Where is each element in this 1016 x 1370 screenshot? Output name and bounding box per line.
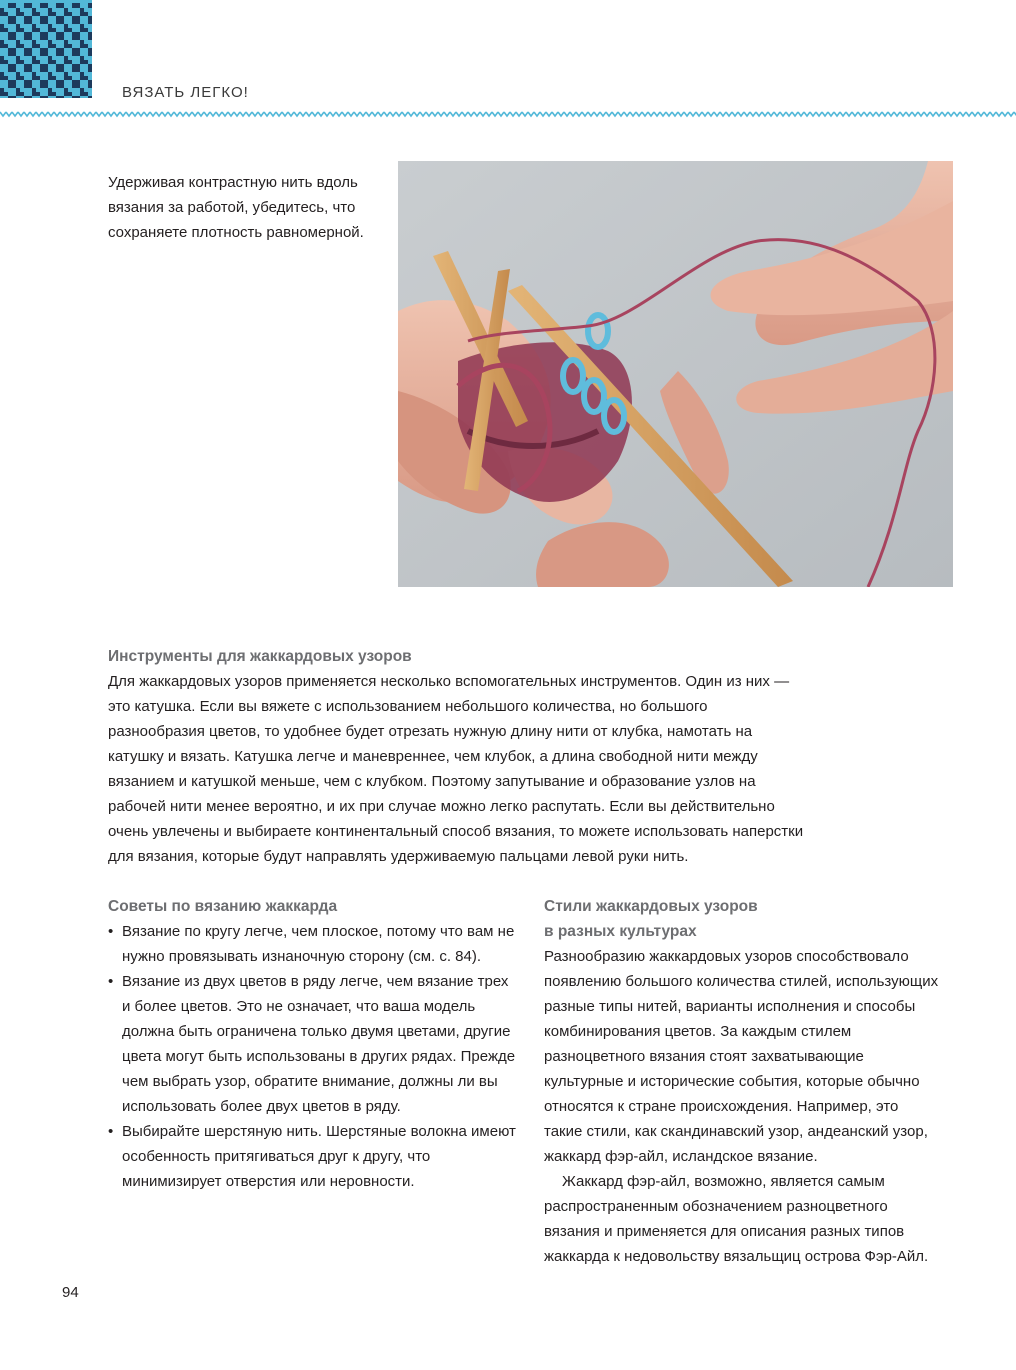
tips-heading: Советы по вязанию жаккарда [108,898,338,915]
tools-body: Для жаккардовых узоров применяется несколько вспомогательных инструментов. Один из них — это катушка. Если вы вяжете с использованием небольшого количества, но большого разнообразия цветов, то удобнее будет отрезать нужную длину нити от клубка, намотать на катушку и вязать. Катушка легче и маневреннее, чем клубок, а длина свободной нити между вязанием и катушкой меньше, чем с клубком. Поэтому запутывание и образование узлов на рабочей нити менее вероятно, и их при случае можно легко распутать. Если вы действительно очень увлечены и выбираете континентальный способ вязания, то можете использовать наперстки для вязания, которые будут направлять удерживаемую пальцами левой руки нить. [108,673,804,865]
tools-section [108,644,808,869]
tip-item: • Вязание по кругу легче, чем плоское, потому что вам не нужно провязывать изнаночную сторону (см. с. 84). [108,919,518,969]
knitting-hands-photo [398,161,953,587]
styles-paragraph-1: Разнообразию жаккардовых узоров способствовало появлению большого количества стилей, использующих разные типы нитей, варианты исполнения и способы комбинирования цветов. За каждым стилем разноцветного вязания стоят захватывающие культурные и исторические события, которые обычно относятся к стране происхождения. Например, это такие стили, как скандинавский узор, андеанский узор, жаккард фэр-айл, исландское вязание. [544,948,939,1165]
knitted-swatch-image [0,0,92,98]
page-number: 94 [62,1284,79,1301]
tips-list [108,919,518,1194]
running-header: ВЯЗАТЬ ЛЕГКО! [122,84,249,101]
styles-heading-line2: в разных культурах [544,923,697,940]
tip-item: • Выбирайте шерстяную нить. Шерстяные волокна имеют особенность притягиваться друг к другу, что минимизирует отверстия или неровности. [108,1119,518,1194]
tools-heading: Инструменты для жаккардовых узоров [108,648,412,665]
styles-heading-line1: Стили жаккардовых узоров [544,898,758,915]
photo-caption: Удерживая контрастную нить вдоль вязания за работой, убедитесь, что сохраняете плотность равномерной. [108,174,364,241]
styles-section [544,894,940,1269]
tips-section [108,894,518,1194]
tip-item: • Вязание из двух цветов в ряду легче, чем вязание трех и более цветов. Это не означает, что ваша модель должна быть ограничена только двумя цветами, другие цвета могут быть использованы в других рядах. Прежде чем выбрать узор, обратите внимание, должны ли вы использовать более двух цветов в ряду. [108,969,518,1119]
header-divider [0,109,1016,121]
styles-paragraph-2: Жаккард фэр-айл, возможно, является самым распространенным обозначением разноцветного вязания и применяется для описания разных типов жаккарда к недовольству вязальщиц острова Фэр-Айл. [544,1173,929,1265]
